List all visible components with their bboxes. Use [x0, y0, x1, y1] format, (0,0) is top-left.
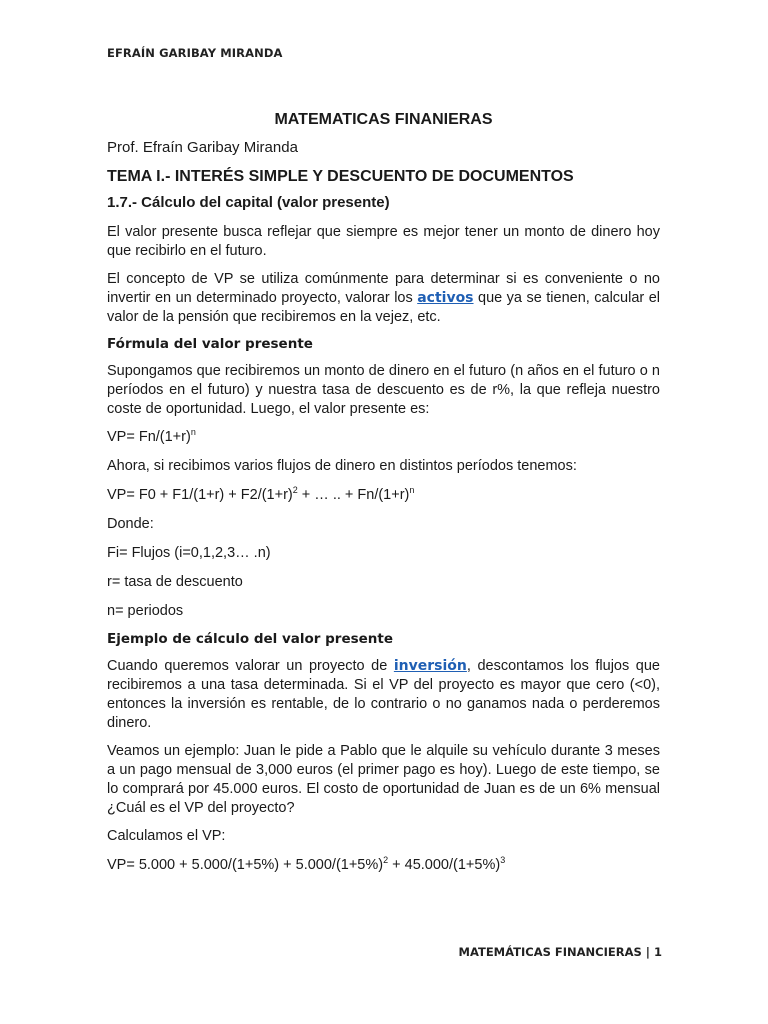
formula-heading: Fórmula del valor presente: [107, 336, 313, 352]
page-header-author: EFRAÍN GARIBAY MIRANDA: [107, 46, 283, 60]
formula-single: [107, 428, 660, 447]
formula-multiple-text-a: VP= F0 + F1/(1+r) + F2/(1+r): [107, 487, 293, 503]
document-body: [107, 111, 660, 885]
paragraph-concept-text-a: El concepto de VP se utiliza comúnmente para determinar si es conveniente o no invertir en un determinado proyecto, valorar los: [107, 271, 660, 306]
paragraph-concept: [107, 270, 660, 327]
activos-link[interactable]: activos: [417, 290, 474, 306]
formula-multiple: [107, 486, 660, 505]
section-heading: 1.7.- Cálculo del capital (valor presente): [107, 194, 390, 211]
professor-name: Prof. Efraín Garibay Miranda: [107, 139, 298, 156]
definition-flows: Fi= Flujos (i=0,1,2,3… .n): [107, 545, 271, 561]
paragraph-intro: El valor presente busca reflejar que siempre es mejor tener un monto de dinero hoy que recibirlo en el futuro.: [107, 224, 660, 259]
example-heading: Ejemplo de cálculo del valor presente: [107, 631, 394, 647]
formula-example-text-b: + 45.000/(1+5%): [388, 857, 501, 873]
formula-single-text: VP= Fn/(1+r): [107, 429, 191, 445]
formula-example: [107, 856, 660, 875]
formula-multiple-exponent-1: 2: [292, 485, 298, 496]
paragraph-multiple-flows: Ahora, si recibimos varios flujos de dinero en distintos períodos tenemos:: [107, 458, 577, 474]
paragraph-concept-text-b: que ya se tienen, calcular el valor de la pensión que recibiremos en la vejez, etc.: [107, 290, 660, 325]
formula-example-exponent-2: 3: [500, 855, 506, 866]
inversion-link[interactable]: inversión: [393, 658, 467, 674]
paragraph-investment: [107, 657, 660, 733]
formula-single-exponent: n: [190, 427, 196, 438]
paragraph-calculate: Calculamos el VP:: [107, 828, 226, 844]
formula-example-text-a: VP= 5.000 + 5.000/(1+5%) + 5.000/(1+5%): [107, 857, 384, 873]
paragraph-investment-text-b: , descontamos los flujos que recibiremos a una tasa determinada. Si el VP del proyecto es mayor que cero (<0), entonces la inversión es rentable, de lo contrario o no ganamos nada o perderemos dinero.: [107, 658, 660, 731]
paragraph-example: Veamos un ejemplo: Juan le pide a Pablo que le alquile su vehículo durante 3 meses a un pago mensual de 3,000 euros (el primer pago es hoy). Luego de este tiempo, se lo comprará por 45.000 euros. El costo de oportunidad de Juan es de un 6% mensual ¿Cuál es el VP del proyecto?: [107, 743, 660, 816]
formula-multiple-exponent-2: n: [409, 485, 415, 496]
definition-periods: n= periodos: [107, 603, 184, 619]
topic-heading: TEMA I.- INTERÉS SIMPLE Y DESCUENTO DE DOCUMENTOS: [107, 168, 574, 185]
formula-multiple-text-b: + … .. + Fn/(1+r): [297, 487, 410, 503]
document-title: MATEMATICAS FINANIERAS: [274, 111, 493, 128]
donde-label: Donde:: [107, 516, 154, 532]
definition-rate: r= tasa de descuento: [107, 574, 243, 590]
paragraph-investment-text-a: Cuando queremos valorar un proyecto de: [107, 658, 394, 674]
paragraph-suppose: Supongamos que recibiremos un monto de dinero en el futuro (n años en el futuro o n períodos en el futuro) y nuestra tasa de descuento es de r%, la que refleja nuestro coste de oportunidad. Luego, el valor presente es:: [107, 363, 660, 417]
page-footer: MATEMÁTICAS FINANCIERAS | 1: [458, 945, 662, 959]
formula-example-exponent-1: 2: [383, 855, 389, 866]
